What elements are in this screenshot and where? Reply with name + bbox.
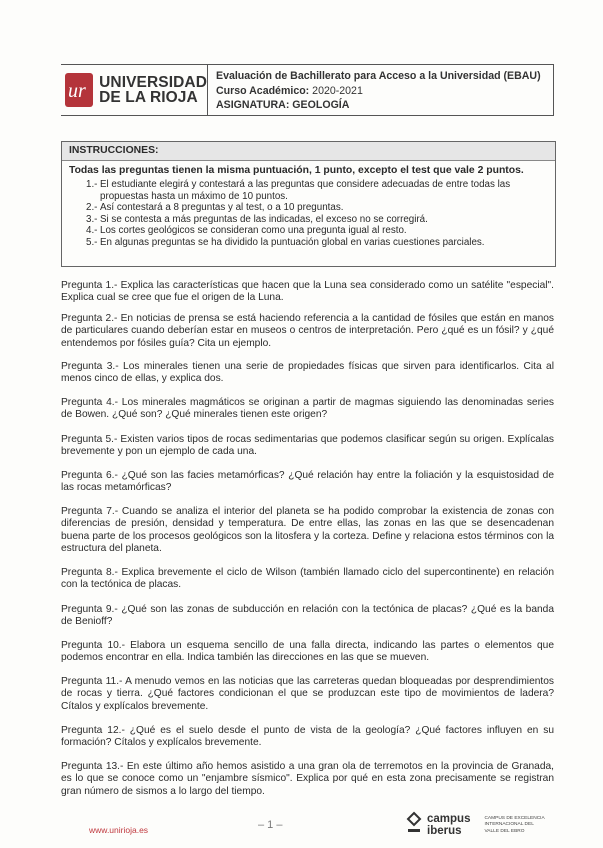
exam-header	[61, 64, 554, 116]
question-12: Pregunta 12.- ¿Qué es el suelo desde el punto de vista de la geología? ¿Qué factores influyen en su formación? Cítalos y explícalos brevemente.	[61, 725, 554, 749]
question-5: Pregunta 5.- Existen varios tipos de rocas sedimentarias que podemos clasificar según su origen. Explícalas brevemente y pon un ejemplo de cada una.	[61, 434, 554, 458]
svg-text:ur: ur	[68, 80, 86, 102]
question-13: Pregunta 13.- En este último año hemos asistido a una gran ola de terremotos en la provincia de Granada, es lo que se conoce como un "enjambre sísmico". Explica por qué en esta zona precisamente se registran gran número de sismos a lo largo del tiempo.	[61, 761, 554, 797]
university-name	[99, 75, 207, 105]
question-6: Pregunta 6.- ¿Qué son las facies metamórficas? ¿Qué relación hay entre la foliación y la esquistosidad de las rocas metamórficas?	[61, 470, 554, 494]
course-value: 2020-2021	[312, 84, 363, 97]
university-line2: DE LA RIOJA	[99, 89, 198, 106]
question-4: Pregunta 4.- Los minerales magmáticos se originan a partir de magmas siguiendo las denominadas series de Bowen. ¿Qué son? ¿Qué minerales tienen este origen?	[61, 397, 554, 421]
question-7: Pregunta 7.- Cuando se analiza el interior del planeta se ha podido comprobar la existencia de zonas con diferencias de presión, densidad y temperatura. De entre ellas, las zonas en las que se desencadenan buena parte de los procesos geológicos son la litosfera y la corteza. Define y relaciona estos términos con la estructura del planeta.	[61, 506, 554, 555]
exam-info	[207, 64, 554, 116]
instruction-item: 3.- Si se contesta a más preguntas de las indicadas, el exceso no se corregirá.	[86, 213, 428, 225]
campus-word: campus	[427, 813, 471, 825]
question-8: Pregunta 8.- Explica brevemente el ciclo de Wilson (también llamado ciclo del supercontinente) en relación con la tectónica de placas.	[61, 567, 554, 591]
question-2: Pregunta 2.- En noticias de prensa se está haciendo referencia a la cantidad de fósiles que están en manos de particulares cuando deberían estar en museos o centros de interpretación. Pero ¿qué es un fósil? y ¿qué entendemos por fósiles guía? Cita un ejemplo.	[61, 313, 554, 349]
subject: ASIGNATURA: GEOLOGÍA	[216, 99, 350, 111]
course-label: Curso Académico:	[216, 84, 310, 97]
question-11: Pregunta 11.- A menudo vemos en las noticias que las carreteras quedan bloqueadas por desprendimientos de rocas y tierra. ¿Qué factores condicionan el que se produzcan este tipo de movimientos de ladera? Cítalos y explícalos brevemente.	[61, 676, 554, 712]
page-number: – 1 –	[258, 819, 283, 831]
question-9: Pregunta 9.- ¿Qué son las zonas de subducción en relación con la tectónica de placas? ¿Qué es la banda de Benioff?	[61, 604, 554, 628]
ur-monogram-icon	[65, 73, 93, 107]
university-line1: UNIVERSIDAD	[99, 74, 207, 91]
campus-tagline: CAMPUS DE EXCELENCIA INTERNACIONAL DEL VALLE DEL EBRO	[484, 816, 545, 834]
instructions-box	[61, 141, 556, 267]
campus-iberus-logo	[405, 811, 548, 840]
instructions-lead: Todas las preguntas tienen la misma puntuación, 1 punto, excepto el test que vale 2 puntos.	[69, 165, 524, 176]
question-1: Pregunta 1.- Explica las características que hacen que la Luna sea considerado como un satélite "especial". Explica cual se cree que fue el origen de la Luna.	[61, 280, 554, 304]
instructions-list	[62, 179, 555, 249]
instruction-item: 5.- En algunas preguntas se ha dividido la puntuación global en varias cuestiones parciales.	[86, 236, 485, 248]
question-3: Pregunta 3.- Los minerales tienen una serie de propiedades físicas que sirven para identificarlos. Cita al menos cinco de ellas, y explica dos.	[61, 361, 554, 385]
instructions-heading: INSTRUCCIONES:	[62, 142, 555, 161]
question-10: Pregunta 10.- Elabora un esquema sencillo de una falla directa, indicando las partes o elementos que podemos encontrar en ella. Indica también las direcciones en las que se mueven.	[61, 640, 554, 664]
iberus-word: iberus	[427, 824, 462, 837]
instruction-item: 1.- El estudiante elegirá y contestará a las preguntas que considere adecuadas de entre todas las propuestas hasta un máximo de 10 puntos.	[86, 179, 511, 202]
exam-title: Evaluación de Bachillerato para Acceso a la Universidad (EBAU)	[216, 70, 541, 82]
instruction-item: 4.- Los cortes geológicos se consideran como una pregunta igual al resto.	[86, 225, 407, 237]
campus-iberus-mark-icon	[405, 811, 423, 840]
instruction-item: 2.- Así contestará a 8 preguntas y al test, o a 10 preguntas.	[86, 202, 344, 214]
footer-url[interactable]: www.unirioja.es	[89, 825, 149, 835]
university-logo-block	[61, 64, 207, 116]
